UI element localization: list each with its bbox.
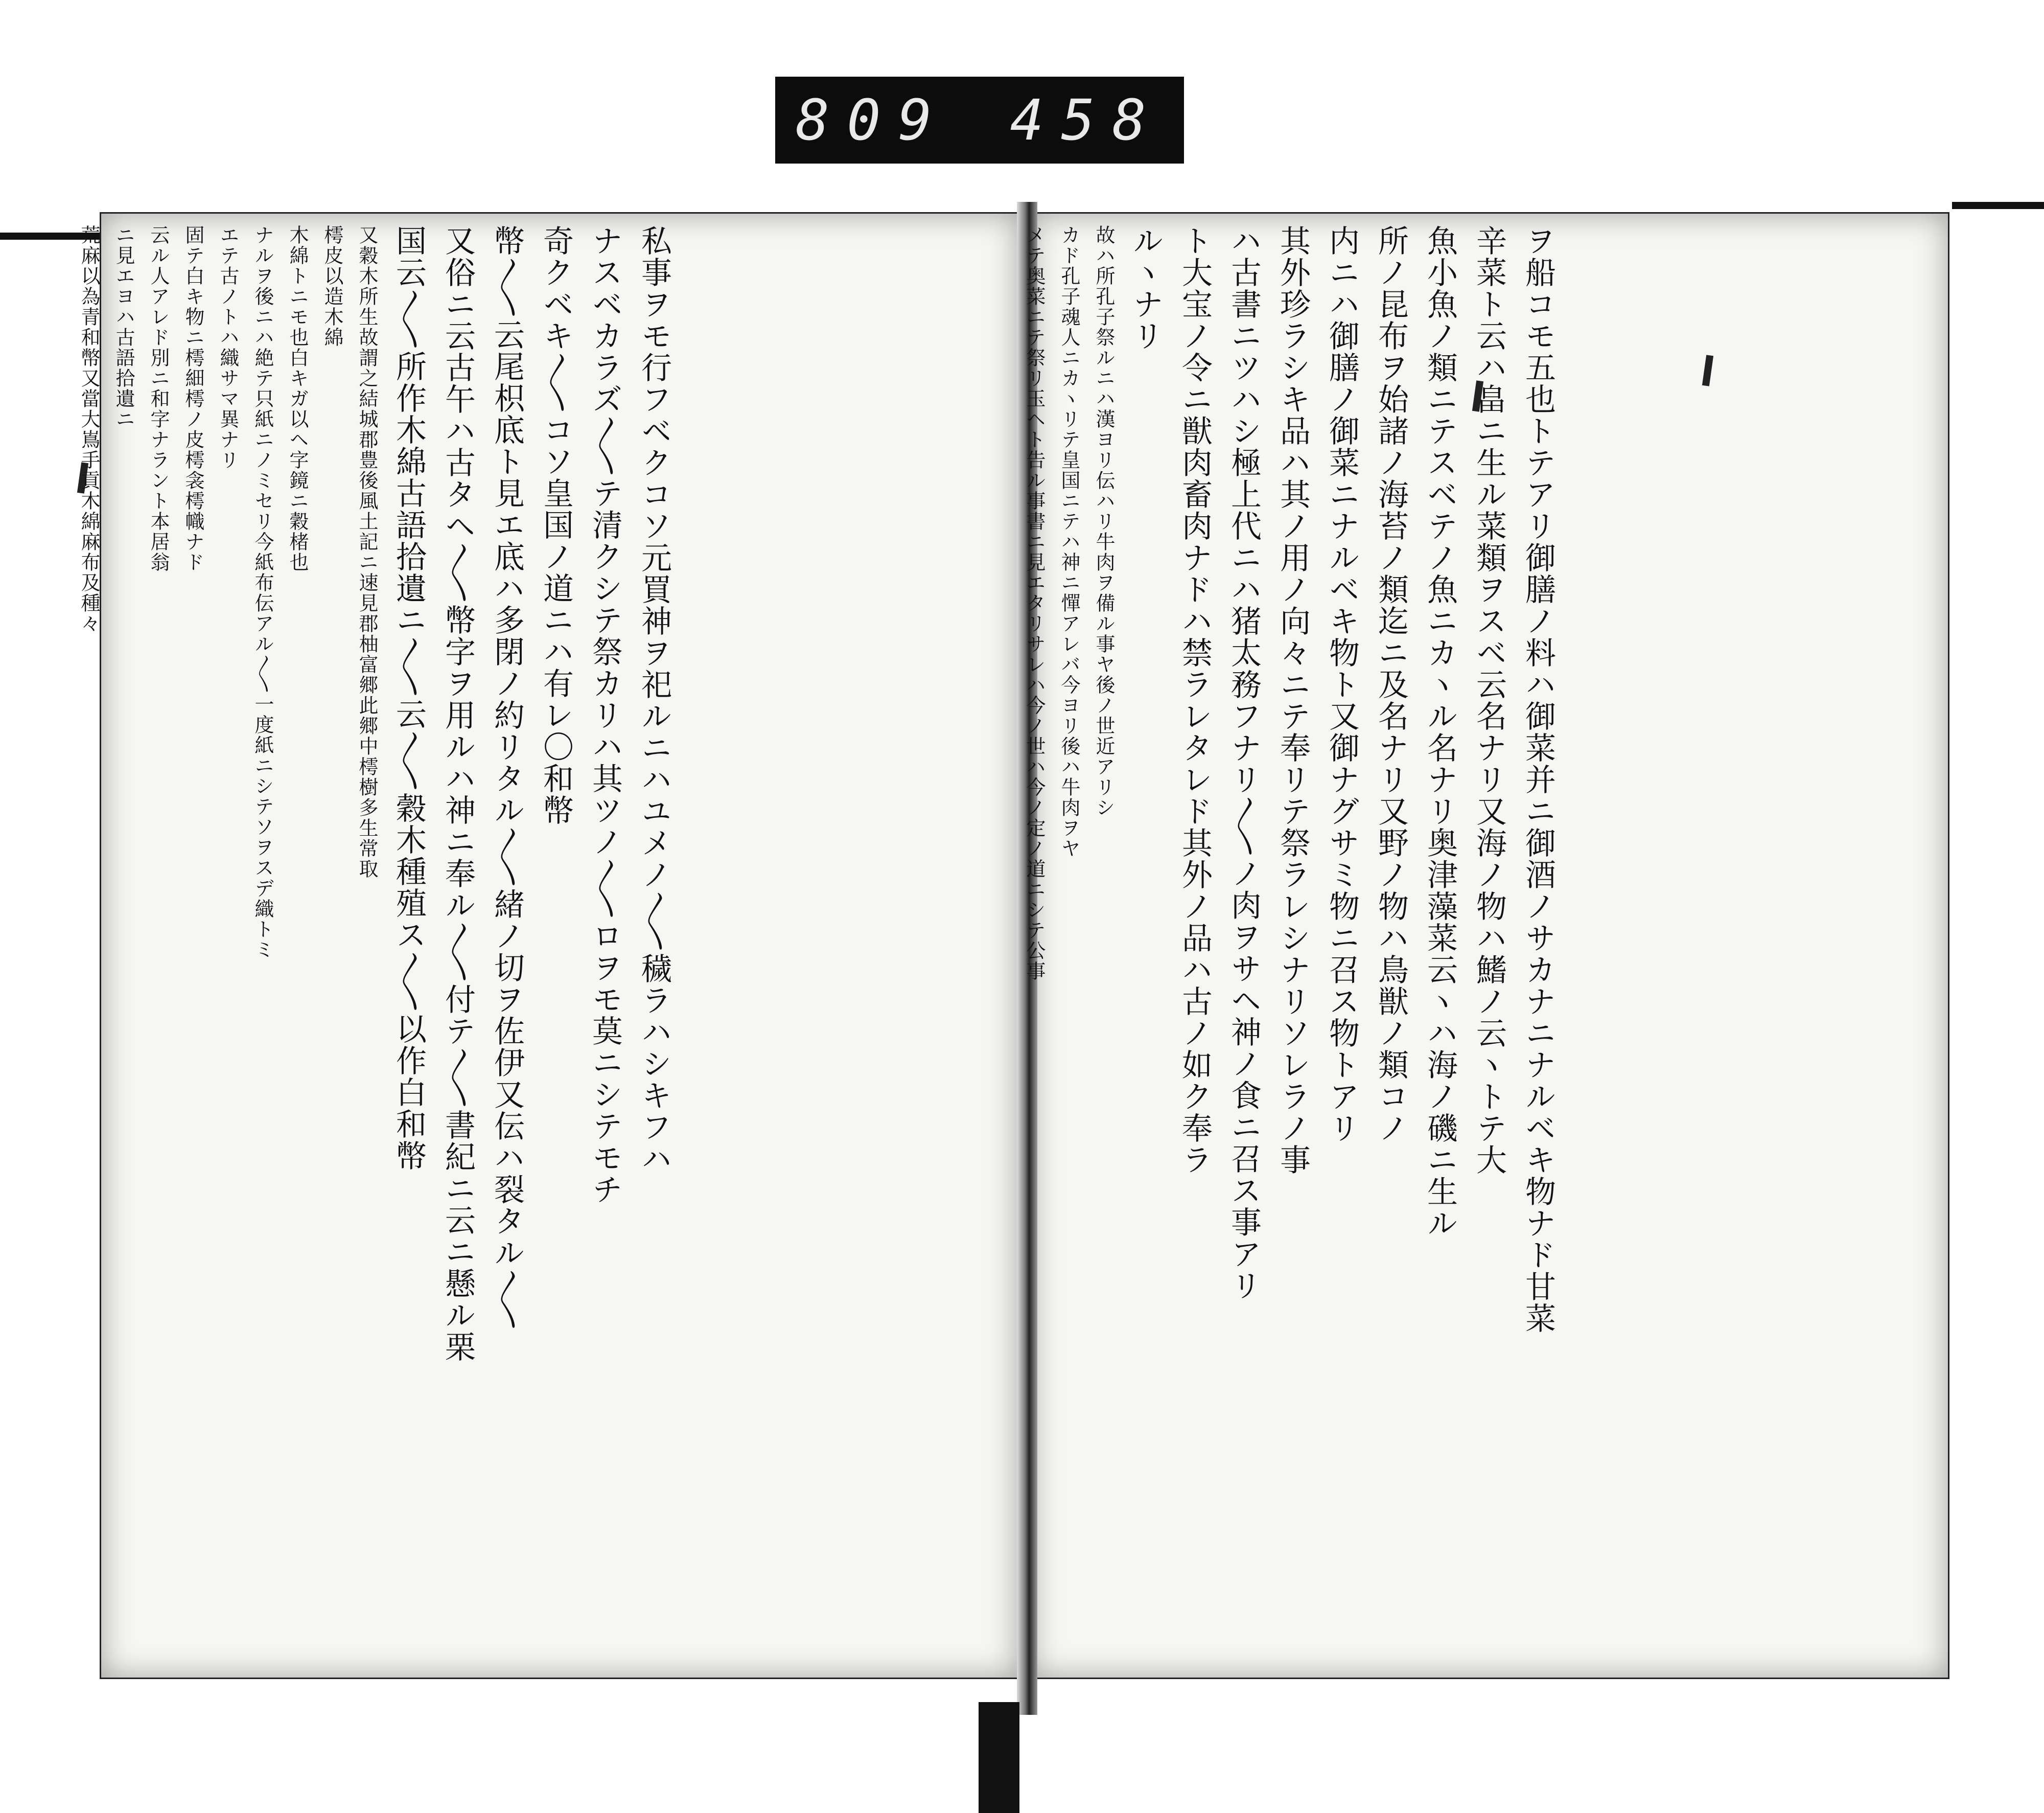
text-column: ヲ船コモ五也トテアリ御膳ノ料ハ御菜并ニ御酒ノサカナニナルベキ物ナド甘菜 [1520,225,1556,1334]
text-column: ルヽナリ [1128,225,1164,352]
text-column: ト大宝ノ令ニ獣肉畜肉ナドハ禁ラレタレド其外ノ品ハ古ノ如ク奉ラ [1177,225,1213,1176]
text-column: 固テ白キ物ニ樗細樗ノ皮樗衾樗幟ナド [182,225,204,572]
text-column: ニ見エヨハ古語拾遺ニ [112,225,135,429]
text-column: 私事ヲモ行フベクコソ元買神ヲ祀ルニハユメノ〳〵穢ラハシキフハ [636,225,672,1175]
text-column: 云ル人アレド別ニ和字ナラント本居翁 [147,225,170,572]
text-column: 其外珍ラシキ品ハ其ノ用ノ向々ニテ奉リテ祭ラレシナリソレラノ事 [1275,225,1311,1176]
label-left-number: 809 [796,87,949,153]
text-column: 樗皮以造木綿 [321,225,343,348]
text-column: 又穀木所生故謂之結城郡豊後風土記ニ速見郡柚富郷此郷中樗樹多生常取 [356,225,378,879]
left-page-text [72,225,679,1411]
right-page-text [1017,225,1563,1411]
text-column: ハ古書ニツハシ極上代ニハ猪太務フナリ〳〵ノ肉ヲサヘ神ノ食ニ召ス事アリ [1226,225,1262,1301]
text-column: メテ奥菜ニテ祭リ玉ヘト告ル事書ニ見エタリサレハ今ノ世ハ今ノ定ノ道ニシテ公事 [1023,225,1046,981]
text-column: 幣〳〵云尾枳底ト見エ底ハ多閉ノ約リタル〳〵緒ノ切ヲ佐伊又伝ハ裂タル〳〵 [489,225,525,1331]
top-rule-right [1952,202,2044,209]
text-column: 木綿トニモ也白キガ以ヘ字鏡ニ穀楮也 [286,225,309,572]
text-column: 内ニハ御膳ノ御菜ニナルベキ物ト又御ナグサミ物ニ召ス物トアリ [1324,225,1360,1144]
label-right-number: 458 [1010,87,1164,153]
text-column: 又俗ニ云古午ハ古タヘ〳〵幣字ヲ用ルハ神ニ奉ル〳〵付テ〳〵書紀ニ云ニ懸ル栗 [440,225,476,1363]
text-column: 国云〳〵所作木綿古語拾遺ニ〳〵云〳〵穀木種殖ス〳〵以作白和幣 [391,225,427,1172]
text-column: 魚小魚ノ類ニテスベテノ魚ニカヽル名ナリ奥津藻菜云ヽハ海ノ磯ニ生ル [1422,225,1458,1239]
text-column: 所ノ昆布ヲ始諸ノ海苔ノ類迄ニ及名ナリ又野ノ物ハ鳥獣ノ類コノ [1373,225,1409,1144]
text-column: ナスベカラズ〳〵テ清クシテ祭カリハ其ツノ〳〵ロヲモ莫ニシテモチ [587,225,623,1205]
text-column: 荒麻以為青和幣又當大嶌手貢木綿麻布及種々 [78,225,100,634]
text-column: エテ古ノトハ織サマ異ナリ [217,225,239,470]
archive-number-label [775,77,1184,164]
text-column: 故ハ所孔子祭ルニハ漢ヨリ伝ハリ牛肉ヲ備ル事ヤ後ノ世近アリシ [1093,225,1115,818]
text-column: ナルヲ後ニハ絶テ只紙ニノミセリ今紙布伝アル〳〵一度紙ニシテソヲスデ織トミ [251,225,274,960]
text-column: カド孔子魂人ニカヽリテ皇国ニテハ神ニ憚アレバ今ヨリ後ハ牛肉ヲヤ [1058,225,1080,859]
text-column: 奇クベキ〳〵コソ皇国ノ道ニハ有レ〇和幣 [538,225,574,826]
spine-tab [979,1702,1019,1813]
text-column: 辛菜ト云ハ畠ニ生ル菜類ヲスベ云名ナリ又海ノ物ハ鰭ノ云ヽトテ大 [1471,225,1507,1176]
